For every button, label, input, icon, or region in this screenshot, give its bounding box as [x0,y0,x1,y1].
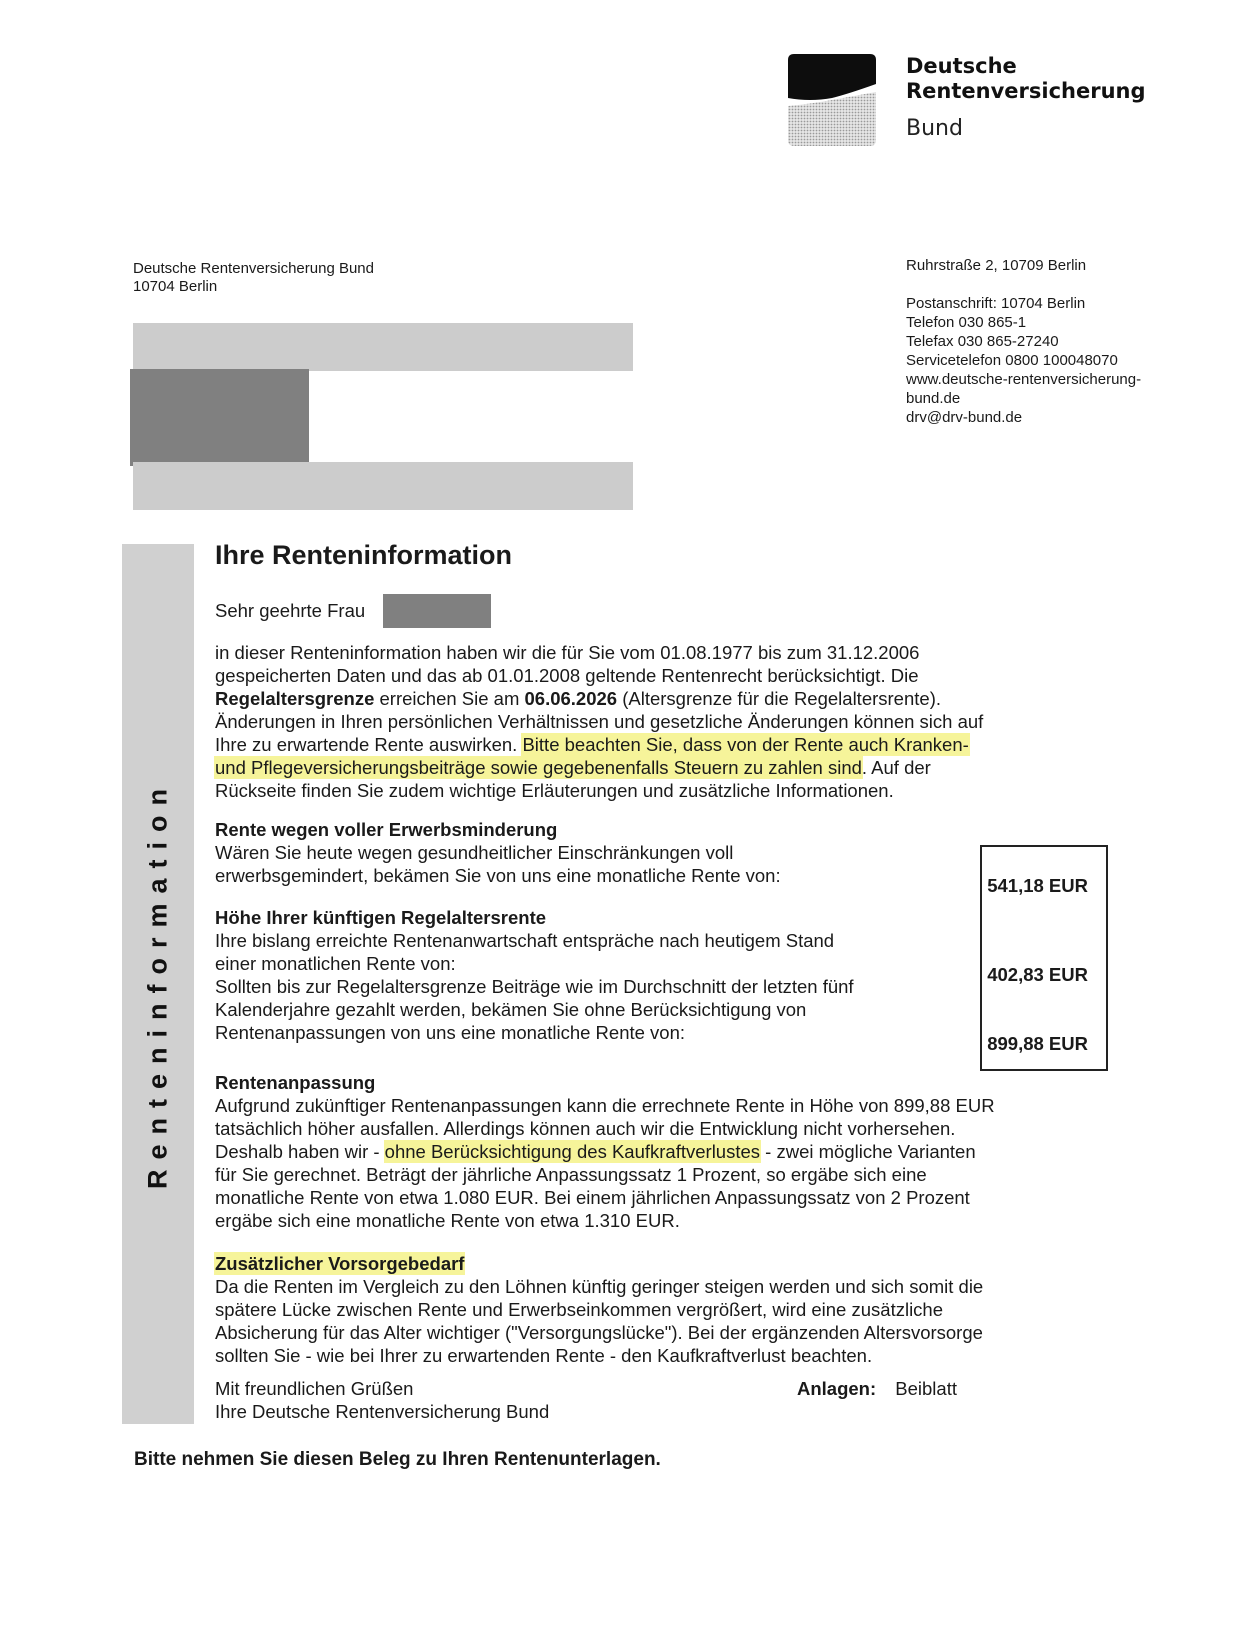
section-line: erwerbsgemindert, bekämen Sie von uns eine monatliche Rente von: [215,865,781,886]
section-line: spätere Lücke zwischen Rente und Erwerbseinkommen vergrößert, wird eine zusätzliche [215,1299,944,1320]
logo-line-1: Deutsche [906,54,1017,78]
intro-line [215,687,1095,710]
intro-line [215,733,1095,756]
redacted-address-top [133,323,633,371]
section-line: monatliche Rente von etwa 1.080 EUR. Bei einem jährlichen Anpassungssatz von 2 Prozent [215,1187,970,1208]
intro-fragment: erreichen Sie am [374,688,525,709]
logo-line-3: Bund [906,116,963,141]
regelaltersgrenze-date: 06.06.2026 [524,688,618,709]
section-fragment: Deshalb haben wir - [215,1141,385,1162]
sender-address [133,260,374,296]
footer-note: Bitte nehmen Sie diesen Beleg zu Ihren Rentenunterlagen. [134,1449,661,1470]
section-line: ergäbe sich eine monatliche Rente von etwa 1.310 EUR. [215,1210,680,1231]
section-line: Rentenanpassungen von uns eine monatliche Rente von: [215,1022,686,1043]
section-line: einer monatlichen Rente von: [215,953,456,974]
anlagen [797,1377,957,1400]
section-line: sollten Sie - wie bei Ihrer zu erwartenden Rente - den Kaufkraftverlust beachten. [215,1345,873,1366]
amount-current-entitlement: 402,83 EUR [987,964,1088,985]
anlagen-value: Beiblatt [895,1378,957,1399]
page-title: Ihre Renteninformation [215,540,513,570]
sidebar-label: Renteninformation [142,779,173,1189]
section-heading: Höhe Ihrer künftigen Regelaltersrente [215,907,547,928]
section-fragment: - zwei mögliche Varianten [760,1141,976,1162]
highlighted-text: ohne Berücksichtigung des Kaufkraftverlustes [384,1141,761,1162]
sidebar-band [122,544,194,1424]
logo-wordmark [906,54,1146,142]
sender-line-1: Deutsche Rentenversicherung Bund [133,260,374,277]
section-erwerbsminderung [215,818,1095,887]
intro-fragment: (Altersgrenze für die Regelaltersrente). [617,688,941,709]
section-line: Ihre bislang erreichte Rentenanwartschaft entspräche nach heutigem Stand [215,930,835,951]
contact-web-line-2: bund.de [906,390,961,407]
intro-fragment: Ihre zu erwartende Rente auswirken. [215,734,523,755]
closing [215,1377,1095,1423]
section-line: Wären Sie heute wegen gesundheitlicher Einschränkungen voll [215,842,734,863]
closing-greeting: Mit freundlichen Grüßen [215,1378,414,1399]
highlighted-text: und Pflegeversicherungsbeiträge sowie gegebenenfalls Steuern zu zahlen sind [215,757,862,778]
redacted-address-bottom [133,462,633,510]
sender-line-2: 10704 Berlin [133,278,218,295]
redacted-address-name [130,369,309,466]
section-line [215,1140,1095,1163]
intro-line: in dieser Renteninformation haben wir die für Sie vom 01.08.1977 bis zum 31.12.2006 [215,642,920,663]
contact-servicetelefon: Servicetelefon 0800 100048070 [906,352,1118,369]
section-heading: Zusätzlicher Vorsorgebedarf [215,1253,465,1274]
section-line: Sollten bis zur Regelaltersgrenze Beiträge wie im Durchschnitt der letzten fünf [215,976,854,997]
section-line: für Sie gerechnet. Beträgt der jährliche Anpassungssatz 1 Prozent, so ergäbe sich eine [215,1164,927,1185]
intro-line: Rückseite finden Sie zudem wichtige Erläuterungen und zusätzliche Informationen. [215,780,894,801]
section-vorsorgebedarf [215,1252,1095,1367]
section-line: Aufgrund zukünftiger Rentenanpassungen kann die errechnete Rente in Höhe von 899,88 EUR [215,1095,995,1116]
intro-fragment: . Auf der [861,757,931,778]
amount-projected-pension: 899,88 EUR [987,1033,1088,1054]
intro-line: gespeicherten Daten und das ab 01.01.2008 geltende Rentenrecht berücksichtigt. Die [215,665,919,686]
contact-email: drv@drv-bund.de [906,409,1023,426]
salutation [215,599,1095,622]
section-line: Absicherung für das Alter wichtiger ("Versorgungslücke"). Bei der ergänzenden Altersvorsorge [215,1322,983,1343]
contact-address: Ruhrstraße 2, 10709 Berlin [906,257,1087,274]
section-heading: Rente wegen voller Erwerbsminderung [215,819,558,840]
section-line: Kalenderjahre gezahlt werden, bekämen Sie ohne Berücksichtigung von [215,999,807,1020]
intro-line: Änderungen in Ihren persönlichen Verhältnissen und gesetzliche Änderungen können sich auf [215,711,984,732]
section-heading: Rentenanpassung [215,1072,376,1093]
drv-logo-mark [788,54,876,146]
anlagen-label: Anlagen: [797,1378,877,1399]
contact-postanschrift: Postanschrift: 10704 Berlin [906,295,1086,312]
section-line: tatsächlich höher ausfallen. Allerdings können auch wir die Entwicklung nicht vorhersehen. [215,1118,956,1139]
intro-paragraph [215,641,1095,802]
closing-signature: Ihre Deutsche Rentenversicherung Bund [215,1401,550,1422]
contact-telefax: Telefax 030 865-27240 [906,333,1059,350]
amount-box [980,845,1108,1071]
section-line: Da die Renten im Vergleich zu den Löhnen künftig geringer steigen werden und sich somit die [215,1276,984,1297]
redacted-recipient-name [383,594,491,628]
salutation-text: Sehr geehrte Frau [215,600,366,621]
amount-erwerbsminderung: 541,18 EUR [987,875,1088,896]
section-rentenanpassung [215,1071,1095,1232]
contact-web-line-1: www.deutsche-rentenversicherung- [906,371,1142,388]
logo-line-2: Rentenversicherung [906,79,1146,103]
contact-telefon: Telefon 030 865-1 [906,314,1027,331]
regelaltersgrenze-label: Regelaltersgrenze [215,688,375,709]
section-regelaltersrente [215,906,1095,1044]
intro-line [215,756,1095,779]
contact-block [906,256,1176,427]
highlighted-text: Bitte beachten Sie, dass von der Rente auch Kranken- [522,734,969,755]
